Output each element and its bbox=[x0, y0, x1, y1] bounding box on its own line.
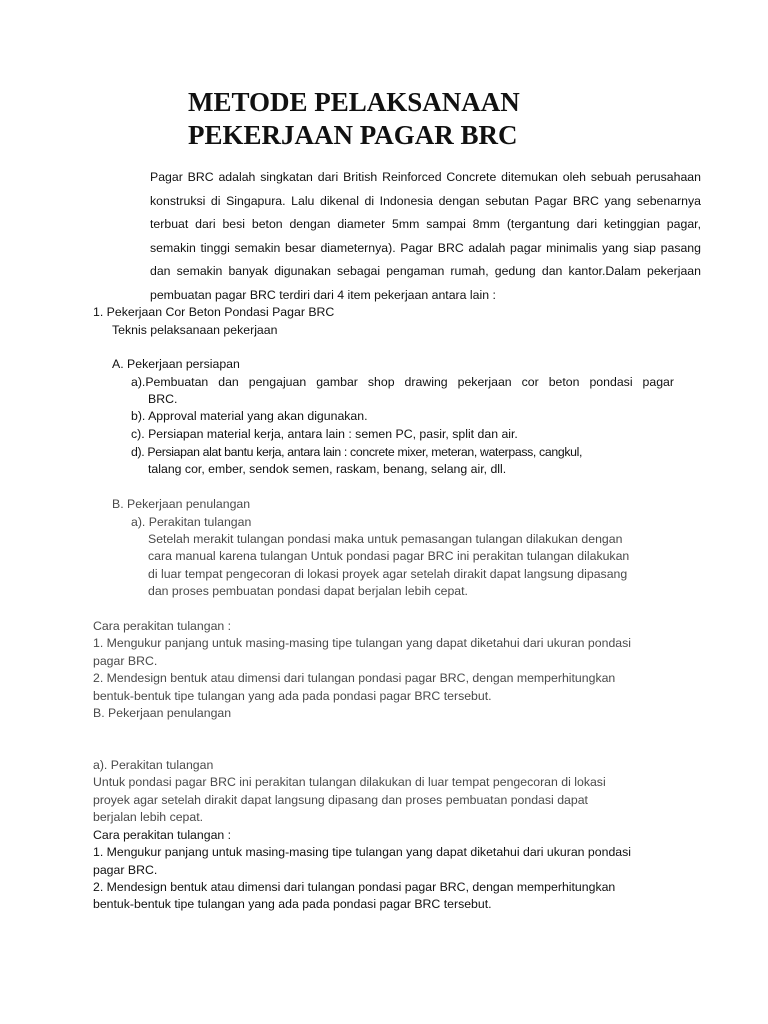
persiapan-heading: A. Pekerjaan persiapan bbox=[112, 357, 240, 371]
persiapan-item-d-line-2: talang cor, ember, sendok semen, raskam, benang, selang air, dll. bbox=[148, 462, 507, 476]
penulangan-text-line-4: dan proses pembuatan pondasi dapat berjalan lebih cepat. bbox=[148, 584, 468, 598]
penulangan-text-line-1: Setelah merakit tulangan pondasi maka untuk pemasangan tulangan dilakukan dengan bbox=[148, 532, 623, 546]
perakitan-2-line-1: Untuk pondasi pagar BRC ini perakitan tulangan dilakukan di luar tempat pengecoran di lokasi bbox=[93, 775, 606, 789]
perakitan-2-heading: a). Perakitan tulangan bbox=[93, 758, 214, 772]
cara-1-heading: Cara perakitan tulangan : bbox=[93, 619, 232, 633]
persiapan-item-c: c). Persiapan material kerja, antara lain : semen PC, pasir, split dan air. bbox=[131, 427, 518, 441]
penulangan-heading: B. Pekerjaan penulangan bbox=[112, 497, 251, 511]
intro-paragraph: Pagar BRC adalah singkatan dari British Reinforced Concrete ditemukan oleh sebuah perusahaan konstruksi di Singapura. Lalu dikenal di Indonesia dengan sebutan Pagar BRC yang sebenarnya terbuat dari besi beton dengan diameter 5mm sampai 8mm (tergantung dari ketinggian pagar, semakin tinggi semakin besar diameternya). Pagar BRC adalah pagar minimalis yang siap pasang dan semakin banyak digunakan sebagai pengaman rumah, gedung dan kantor.Dalam pekerjaan pembuatan pagar BRC terdiri dari 4 item pekerjaan antara lain : bbox=[150, 170, 701, 302]
perakitan-2-line-2: proyek agar setelah dirakit dapat langsung dipasang dan proses pembuatan pondasi dapat bbox=[93, 793, 588, 807]
penulangan-text-line-2: cara manual karena tulangan Untuk pondasi pagar BRC ini perakitan tulangan dilakukan bbox=[148, 549, 630, 563]
perakitan-2-line-3: berjalan lebih cepat. bbox=[93, 810, 204, 824]
penulangan-text-line-3: di luar tempat pengecoran di lokasi proyek agar setelah dirakit dapat langsung dipasang bbox=[148, 567, 628, 581]
cara-2-line-4: bentuk-bentuk tipe tulangan yang ada pada pondasi pagar BRC tersebut. bbox=[93, 897, 492, 911]
persiapan-item-b: b). Approval material yang akan digunakan. bbox=[131, 409, 368, 423]
cara-2-line-2: pagar BRC. bbox=[93, 863, 158, 877]
page-title bbox=[188, 86, 520, 152]
cara-1-line-4: bentuk-bentuk tipe tulangan yang ada pada pondasi pagar BRC tersebut. bbox=[93, 689, 492, 703]
section-1-heading: 1. Pekerjaan Cor Beton Pondasi Pagar BRC bbox=[93, 305, 335, 319]
persiapan-item-a-line-1: a).Pembuatan dan pengajuan gambar shop drawing pekerjaan cor beton pondasi pagar bbox=[131, 375, 674, 389]
persiapan-item-d-line-1: d). Persiapan alat bantu kerja, antara lain : concrete mixer, meteran, waterpass, cangkul, bbox=[131, 445, 583, 459]
cara-1-line-2: pagar BRC. bbox=[93, 654, 158, 668]
cara-1-line-5: B. Pekerjaan penulangan bbox=[93, 706, 232, 720]
cara-1-line-1: 1. Mengukur panjang untuk masing-masing tipe tulangan yang dapat diketahui dari ukuran pondasi bbox=[93, 636, 632, 650]
title-line-1: METODE PELAKSANAAN bbox=[188, 87, 520, 117]
penulangan-subheading: a). Perakitan tulangan bbox=[131, 515, 252, 529]
cara-1-line-3: 2. Mendesign bentuk atau dimensi dari tulangan pondasi pagar BRC, dengan memperhitungkan bbox=[93, 671, 616, 685]
title-line-2: PEKERJAAN PAGAR BRC bbox=[188, 120, 518, 150]
section-1-subheading: Teknis pelaksanaan pekerjaan bbox=[112, 323, 278, 337]
persiapan-item-a-line-2: BRC. bbox=[148, 392, 178, 406]
cara-2-line-1: 1. Mengukur panjang untuk masing-masing tipe tulangan yang dapat diketahui dari ukuran pondasi bbox=[93, 845, 632, 859]
cara-2-line-3: 2. Mendesign bentuk atau dimensi dari tulangan pondasi pagar BRC, dengan memperhitungkan bbox=[93, 880, 616, 894]
cara-2-heading: Cara perakitan tulangan : bbox=[93, 828, 232, 842]
